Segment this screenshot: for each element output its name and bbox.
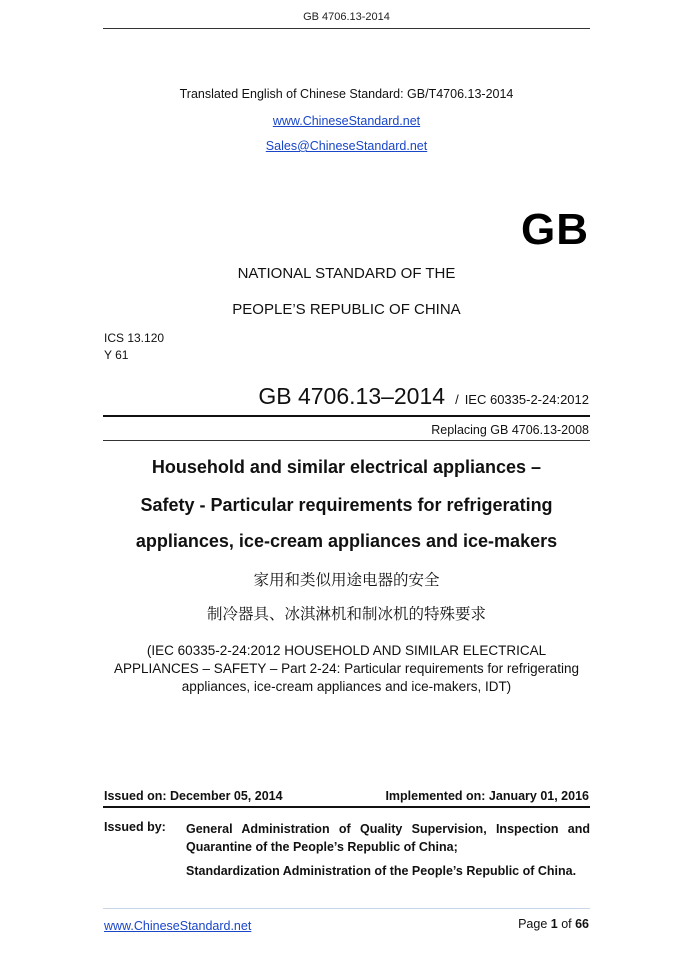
issuer-1: General Administration of Quality Supervision, Inspection and Quarantine of the People’s Republic of China; [186, 822, 590, 854]
website-link-row [0, 112, 693, 130]
replacing-rule [103, 440, 590, 441]
standard-number: GB 4706.13–2014 [258, 383, 446, 409]
page-number [518, 917, 589, 931]
iec-number: IEC 60335-2-24:2012 [464, 392, 589, 407]
issued-on: Issued on: December 05, 2014 [104, 789, 283, 803]
iec-reference-line2: APPLIANCES – SAFETY – Part 2-24: Particular requirements for refrigerating [114, 661, 579, 676]
title-en-line1: Household and similar electrical appliances – [151, 457, 542, 477]
implemented-on: Implemented on: January 01, 2016 [385, 789, 589, 803]
translated-line: Translated English of Chinese Standard: GB/T4706.13-2014 [179, 87, 514, 101]
email-link[interactable]: Sales@ChineseStandard.net [265, 139, 428, 153]
header-rule [103, 28, 590, 29]
title-zh-line2: 制冷器具、冰淇淋机和制冰机的特殊要求 [206, 606, 486, 623]
issued-by-label: Issued by: [104, 820, 166, 834]
header-title: GB 4706.13-2014 [303, 11, 390, 23]
iec-reference [96, 642, 597, 696]
website-link[interactable]: www.ChineseStandard.net [272, 114, 421, 128]
gb-mark: GB [521, 205, 589, 254]
ics-code: ICS 13.120 [104, 331, 165, 345]
title-zh-line1: 家用和类似用途电器的安全 [253, 572, 440, 589]
page-total: 66 [575, 917, 589, 931]
iec-reference-line3: appliances, ice-cream appliances and ice-makers, IDT) [181, 679, 512, 694]
footer-website-link[interactable]: www.ChineseStandard.net [104, 919, 252, 933]
national-standard-line1: NATIONAL STANDARD OF THE [237, 265, 456, 282]
standard-rule [103, 415, 590, 417]
standard-separator: / [455, 392, 459, 407]
replacing-line: Replacing GB 4706.13-2008 [431, 423, 589, 437]
title-en-line3: appliances, ice-cream appliances and ice-makers [135, 531, 558, 551]
email-link-row [0, 137, 693, 155]
iec-reference-line1: (IEC 60335-2-24:2012 HOUSEHOLD AND SIMILAR ELECTRICAL [146, 643, 547, 658]
page-prefix: Page [518, 917, 551, 931]
page-of: of [557, 917, 576, 931]
national-standard-line2: PEOPLE’S REPUBLIC OF CHINA [232, 301, 461, 318]
standard-number-line [258, 383, 589, 410]
page-current: 1 [550, 917, 558, 931]
footer-rule [103, 908, 590, 909]
dates-rule [103, 806, 590, 808]
footer-link-row [104, 917, 251, 935]
issuer-2: Standardization Administration of the People’s Republic of China. [186, 864, 577, 878]
title-en-line2: Safety - Particular requirements for refrigerating [140, 495, 553, 515]
classification-code: Y 61 [104, 348, 129, 362]
